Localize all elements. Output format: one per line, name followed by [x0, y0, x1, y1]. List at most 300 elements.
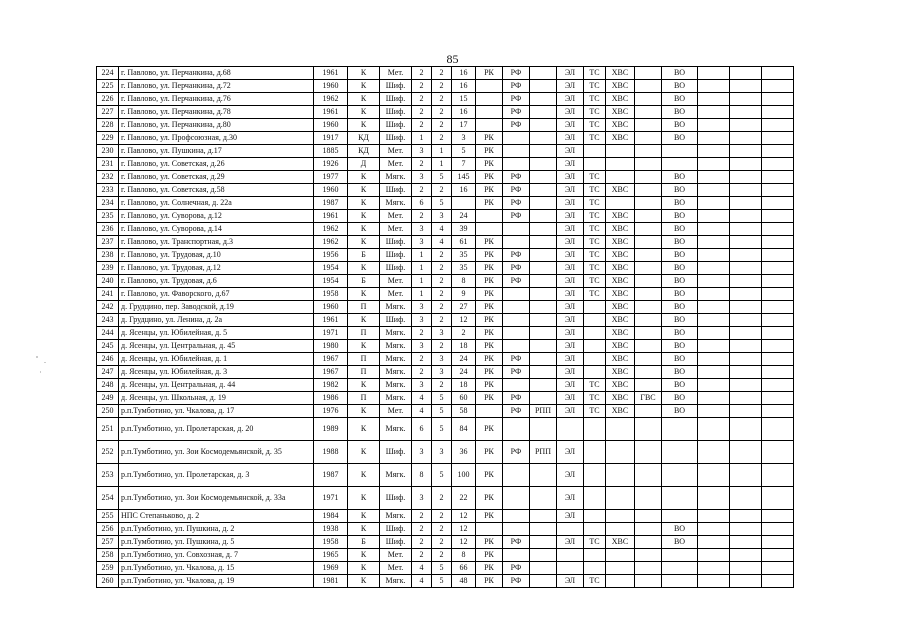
- table-cell: Шиф.: [380, 314, 412, 327]
- table-cell: [730, 145, 762, 158]
- table-cell: 2: [432, 106, 452, 119]
- table-cell: [476, 119, 503, 132]
- table-cell: Шиф.: [380, 487, 412, 510]
- table-row: [97, 249, 794, 262]
- table-cell: 2: [432, 119, 452, 132]
- table-cell: [503, 418, 530, 441]
- table-cell: [762, 184, 794, 197]
- table-cell: [698, 158, 730, 171]
- address-cell: г. Павлово, ул. Советская, д.58: [119, 184, 314, 197]
- table-cell: [503, 314, 530, 327]
- table-cell: [762, 487, 794, 510]
- table-cell: ХВС: [606, 353, 635, 366]
- table-row: [97, 288, 794, 301]
- table-cell: 48: [452, 575, 476, 588]
- table-cell: 1956: [314, 249, 348, 262]
- table-cell: [584, 464, 606, 487]
- table-cell: [730, 288, 762, 301]
- table-cell: [762, 340, 794, 353]
- table-cell: 100: [452, 464, 476, 487]
- table-cell: [762, 405, 794, 418]
- table-cell: ЭЛ: [557, 353, 584, 366]
- table-cell: 8: [452, 275, 476, 288]
- table-cell: К: [348, 562, 380, 575]
- table-cell: 2: [412, 80, 432, 93]
- table-cell: 2: [412, 353, 432, 366]
- table-cell: [698, 67, 730, 80]
- table-cell: [698, 80, 730, 93]
- table-cell: РФ: [503, 562, 530, 575]
- table-cell: 84: [452, 418, 476, 441]
- table-cell: [730, 184, 762, 197]
- table-cell: ВО: [662, 353, 698, 366]
- table-cell: [698, 93, 730, 106]
- table-cell: 1960: [314, 80, 348, 93]
- table-cell: [730, 158, 762, 171]
- table-cell: Мягк.: [380, 327, 412, 340]
- table-cell: ЭЛ: [557, 80, 584, 93]
- table-cell: РФ: [503, 366, 530, 379]
- table-cell: 1977: [314, 171, 348, 184]
- table-cell: ЭЛ: [557, 340, 584, 353]
- table-cell: ЭЛ: [557, 106, 584, 119]
- table-cell: 1962: [314, 236, 348, 249]
- table-cell: П: [348, 353, 380, 366]
- table-cell: [698, 510, 730, 523]
- table-cell: ЭЛ: [557, 288, 584, 301]
- table-cell: [730, 353, 762, 366]
- table-cell: 1960: [314, 301, 348, 314]
- table-cell: 3: [412, 487, 432, 510]
- table-cell: [730, 418, 762, 441]
- table-row: [97, 366, 794, 379]
- table-cell: [503, 223, 530, 236]
- table-cell: [584, 314, 606, 327]
- table-cell: К: [348, 510, 380, 523]
- table-cell: ВО: [662, 119, 698, 132]
- table-cell: ХВС: [606, 119, 635, 132]
- row-number-cell: 228: [97, 119, 119, 132]
- table-row: [97, 464, 794, 487]
- table-cell: ТС: [584, 80, 606, 93]
- table-cell: [662, 158, 698, 171]
- table-cell: ХВС: [606, 184, 635, 197]
- table-cell: 3: [412, 441, 432, 464]
- table-cell: К: [348, 314, 380, 327]
- table-cell: [530, 340, 557, 353]
- table-cell: [635, 418, 662, 441]
- table-cell: Мет.: [380, 549, 412, 562]
- table-cell: [635, 549, 662, 562]
- table-cell: [606, 487, 635, 510]
- table-cell: [698, 223, 730, 236]
- table-cell: ХВС: [606, 132, 635, 145]
- table-cell: ХВС: [606, 67, 635, 80]
- table-cell: [530, 210, 557, 223]
- row-number-cell: 238: [97, 249, 119, 262]
- table-cell: 2: [412, 184, 432, 197]
- table-cell: [530, 236, 557, 249]
- table-cell: [635, 67, 662, 80]
- table-cell: 27: [452, 301, 476, 314]
- address-cell: д. Ясенцы, ул. Центральная, д. 45: [119, 340, 314, 353]
- table-cell: [635, 523, 662, 536]
- row-number-cell: 253: [97, 464, 119, 487]
- table-cell: [606, 145, 635, 158]
- table-cell: [503, 523, 530, 536]
- table-cell: РК: [476, 441, 503, 464]
- table-cell: [635, 262, 662, 275]
- table-cell: К: [348, 523, 380, 536]
- table-cell: ТС: [584, 67, 606, 80]
- table-cell: Мягк.: [380, 353, 412, 366]
- table-cell: ВО: [662, 80, 698, 93]
- table-cell: [530, 510, 557, 523]
- table-cell: ВО: [662, 93, 698, 106]
- table-cell: 1984: [314, 510, 348, 523]
- table-cell: ХВС: [606, 366, 635, 379]
- table-cell: [698, 132, 730, 145]
- table-cell: К: [348, 119, 380, 132]
- table-cell: 1: [412, 288, 432, 301]
- table-cell: П: [348, 301, 380, 314]
- table-cell: [730, 562, 762, 575]
- table-cell: [530, 327, 557, 340]
- table-cell: [584, 353, 606, 366]
- table-cell: ЭЛ: [557, 93, 584, 106]
- table-cell: 5: [432, 464, 452, 487]
- table-row: [97, 418, 794, 441]
- table-cell: Шиф.: [380, 93, 412, 106]
- table-cell: К: [348, 106, 380, 119]
- table-cell: Мягк.: [380, 392, 412, 405]
- table-cell: 1885: [314, 145, 348, 158]
- table-cell: [698, 575, 730, 588]
- table-cell: ЭЛ: [557, 184, 584, 197]
- address-cell: р.п.Тумботино, ул. Пушкина, д. 5: [119, 536, 314, 549]
- table-cell: [606, 171, 635, 184]
- table-cell: [730, 119, 762, 132]
- table-cell: К: [348, 575, 380, 588]
- address-cell: д. Ясенцы, ул. Школьная, д. 19: [119, 392, 314, 405]
- table-cell: 1954: [314, 275, 348, 288]
- row-number-cell: 260: [97, 575, 119, 588]
- table-cell: РК: [476, 288, 503, 301]
- table-cell: [635, 119, 662, 132]
- table-cell: ТС: [584, 210, 606, 223]
- table-cell: ВО: [662, 223, 698, 236]
- table-cell: ЭЛ: [557, 441, 584, 464]
- table-cell: [698, 562, 730, 575]
- table-cell: [730, 80, 762, 93]
- table-cell: [530, 184, 557, 197]
- table-cell: 5: [432, 197, 452, 210]
- table-cell: [698, 197, 730, 210]
- table-cell: ВО: [662, 210, 698, 223]
- address-cell: г. Павлово, ул. Перчанкина, д.78: [119, 106, 314, 119]
- table-cell: [730, 301, 762, 314]
- table-cell: [530, 93, 557, 106]
- table-cell: [476, 93, 503, 106]
- table-cell: ХВС: [606, 80, 635, 93]
- table-cell: ТС: [584, 184, 606, 197]
- table-row: [97, 106, 794, 119]
- table-cell: 18: [452, 340, 476, 353]
- row-number-cell: 243: [97, 314, 119, 327]
- table-cell: ВО: [662, 262, 698, 275]
- table-cell: [635, 145, 662, 158]
- table-row: [97, 236, 794, 249]
- table-cell: [698, 106, 730, 119]
- table-cell: [730, 249, 762, 262]
- table-cell: [635, 158, 662, 171]
- table-cell: [762, 158, 794, 171]
- table-cell: ВО: [662, 340, 698, 353]
- table-cell: [530, 171, 557, 184]
- table-cell: [635, 327, 662, 340]
- address-cell: г. Павлово, ул. Профсоюзная, д.30: [119, 132, 314, 145]
- table-cell: 3: [432, 327, 452, 340]
- table-cell: 1960: [314, 119, 348, 132]
- table-cell: Шиф.: [380, 119, 412, 132]
- row-number-cell: 259: [97, 562, 119, 575]
- table-cell: [698, 249, 730, 262]
- table-cell: [584, 418, 606, 441]
- table-cell: [762, 67, 794, 80]
- table-cell: РК: [476, 197, 503, 210]
- table-cell: ТС: [584, 132, 606, 145]
- table-cell: [530, 523, 557, 536]
- address-cell: д. Ясенцы, ул. Юбилейная, д. 1: [119, 353, 314, 366]
- table-cell: [584, 523, 606, 536]
- table-cell: ТС: [584, 575, 606, 588]
- table-cell: [584, 340, 606, 353]
- table-cell: К: [348, 67, 380, 80]
- table-cell: Мягк.: [380, 171, 412, 184]
- row-number-cell: 225: [97, 80, 119, 93]
- table-cell: ХВС: [606, 379, 635, 392]
- table-cell: [730, 93, 762, 106]
- table-cell: [635, 536, 662, 549]
- table-cell: [503, 288, 530, 301]
- table-cell: ТС: [584, 379, 606, 392]
- table-cell: 1971: [314, 487, 348, 510]
- table-cell: 35: [452, 249, 476, 262]
- table-cell: [730, 171, 762, 184]
- table-cell: [584, 549, 606, 562]
- table-cell: 2: [432, 301, 452, 314]
- table-cell: [662, 549, 698, 562]
- table-cell: [503, 132, 530, 145]
- table-cell: [530, 314, 557, 327]
- address-cell: р.п.Тумботино, ул. Зои Космодемьянской, д. 35: [119, 441, 314, 464]
- table-cell: [730, 210, 762, 223]
- table-cell: [530, 464, 557, 487]
- table-cell: ХВС: [606, 249, 635, 262]
- table-cell: [635, 441, 662, 464]
- row-number-cell: 226: [97, 93, 119, 106]
- table-cell: 2: [412, 106, 432, 119]
- table-cell: [635, 171, 662, 184]
- table-cell: 2: [432, 536, 452, 549]
- table-cell: К: [348, 487, 380, 510]
- row-number-cell: 232: [97, 171, 119, 184]
- table-row: [97, 575, 794, 588]
- table-cell: РК: [476, 340, 503, 353]
- table-cell: Мягк.: [380, 464, 412, 487]
- table-cell: 12: [452, 510, 476, 523]
- table-cell: [762, 223, 794, 236]
- table-cell: ТС: [584, 405, 606, 418]
- table-cell: ТС: [584, 275, 606, 288]
- table-cell: [530, 562, 557, 575]
- table-cell: [762, 562, 794, 575]
- row-number-cell: 234: [97, 197, 119, 210]
- table-cell: К: [348, 288, 380, 301]
- table-cell: 2: [412, 67, 432, 80]
- table-cell: 3: [432, 441, 452, 464]
- table-cell: [557, 418, 584, 441]
- housing-register-table: [96, 66, 794, 588]
- table-cell: 5: [432, 575, 452, 588]
- table-row: [97, 441, 794, 464]
- row-number-cell: 255: [97, 510, 119, 523]
- table-cell: 5: [432, 171, 452, 184]
- row-number-cell: 245: [97, 340, 119, 353]
- table-cell: К: [348, 379, 380, 392]
- table-cell: 2: [432, 340, 452, 353]
- table-cell: [698, 262, 730, 275]
- table-cell: 24: [452, 366, 476, 379]
- table-cell: 1: [432, 145, 452, 158]
- table-cell: [635, 236, 662, 249]
- address-cell: г. Павлово, ул. Перчанкина, д.76: [119, 93, 314, 106]
- table-cell: ГВС: [635, 392, 662, 405]
- table-cell: 5: [432, 418, 452, 441]
- address-cell: г. Павлово, ул. Фаворского, д.67: [119, 288, 314, 301]
- table-cell: [698, 171, 730, 184]
- table-cell: ЭЛ: [557, 392, 584, 405]
- table-cell: 2: [432, 132, 452, 145]
- row-number-cell: 233: [97, 184, 119, 197]
- table-cell: К: [348, 197, 380, 210]
- table-cell: 1965: [314, 549, 348, 562]
- table-cell: [730, 327, 762, 340]
- address-cell: р.п.Тумботино, ул. Зои Космодемьянской, д. 33а: [119, 487, 314, 510]
- table-cell: [762, 106, 794, 119]
- table-cell: РК: [476, 418, 503, 441]
- table-cell: ХВС: [606, 262, 635, 275]
- table-cell: [762, 575, 794, 588]
- table-cell: Мет.: [380, 223, 412, 236]
- table-cell: [476, 210, 503, 223]
- table-cell: РК: [476, 67, 503, 80]
- address-cell: г. Павлово, ул. Транспортная, д.3: [119, 236, 314, 249]
- table-cell: Шиф.: [380, 536, 412, 549]
- table-cell: Мет.: [380, 145, 412, 158]
- table-cell: [762, 93, 794, 106]
- table-row: [97, 80, 794, 93]
- table-cell: 2: [412, 510, 432, 523]
- row-number-cell: 249: [97, 392, 119, 405]
- table-cell: ЭЛ: [557, 223, 584, 236]
- table-cell: ЭЛ: [557, 366, 584, 379]
- table-cell: Б: [348, 275, 380, 288]
- table-cell: ВО: [662, 366, 698, 379]
- table-cell: 2: [432, 275, 452, 288]
- table-cell: [530, 379, 557, 392]
- table-cell: Мягк.: [380, 366, 412, 379]
- table-cell: ВО: [662, 275, 698, 288]
- table-cell: РФ: [503, 197, 530, 210]
- table-cell: 1962: [314, 93, 348, 106]
- table-cell: Шиф.: [380, 441, 412, 464]
- table-cell: [730, 441, 762, 464]
- table-cell: [762, 236, 794, 249]
- table-cell: [730, 106, 762, 119]
- table-cell: Шиф.: [380, 249, 412, 262]
- table-cell: ТС: [584, 236, 606, 249]
- table-cell: 3: [452, 132, 476, 145]
- table-cell: [606, 158, 635, 171]
- address-cell: НПС Степаньково, д. 2: [119, 510, 314, 523]
- table-cell: РФ: [503, 441, 530, 464]
- table-cell: [698, 418, 730, 441]
- table-cell: 1958: [314, 288, 348, 301]
- table-cell: 15: [452, 93, 476, 106]
- table-cell: ЭЛ: [557, 314, 584, 327]
- table-cell: [530, 197, 557, 210]
- table-cell: ЭЛ: [557, 301, 584, 314]
- table-cell: [635, 353, 662, 366]
- table-cell: [503, 379, 530, 392]
- table-cell: 3: [432, 210, 452, 223]
- table-row: [97, 158, 794, 171]
- table-cell: [635, 106, 662, 119]
- table-cell: [635, 405, 662, 418]
- table-cell: Мет.: [380, 158, 412, 171]
- table-cell: 3: [412, 379, 432, 392]
- table-row: [97, 536, 794, 549]
- table-cell: К: [348, 171, 380, 184]
- table-cell: 1987: [314, 197, 348, 210]
- table-cell: [635, 93, 662, 106]
- table-row: [97, 405, 794, 418]
- table-cell: 1969: [314, 562, 348, 575]
- table-cell: [606, 549, 635, 562]
- table-cell: ЭЛ: [557, 158, 584, 171]
- table-cell: 5: [452, 145, 476, 158]
- table-cell: РК: [476, 366, 503, 379]
- table-cell: 145: [452, 171, 476, 184]
- table-cell: [730, 510, 762, 523]
- address-cell: г. Павлово, ул. Пушкина, д.17: [119, 145, 314, 158]
- table-cell: [662, 487, 698, 510]
- table-row: [97, 197, 794, 210]
- row-number-cell: 248: [97, 379, 119, 392]
- table-cell: [730, 223, 762, 236]
- table-cell: 1971: [314, 327, 348, 340]
- table-cell: [698, 119, 730, 132]
- table-cell: ХВС: [606, 288, 635, 301]
- table-cell: [530, 119, 557, 132]
- table-cell: Мягк.: [380, 379, 412, 392]
- table-cell: РФ: [503, 67, 530, 80]
- table-cell: [730, 67, 762, 80]
- table-cell: [698, 464, 730, 487]
- table-cell: [730, 340, 762, 353]
- table-cell: ТС: [584, 106, 606, 119]
